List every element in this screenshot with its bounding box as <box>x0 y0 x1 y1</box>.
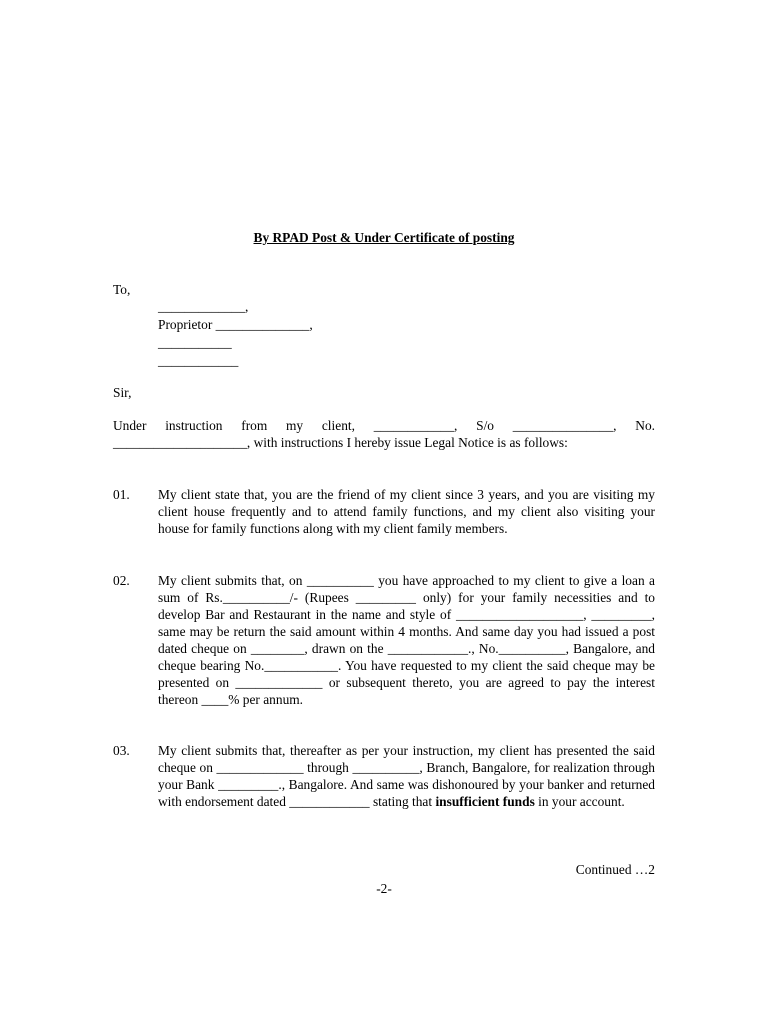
clause-number: 01. <box>113 487 130 502</box>
address-line-1: _____________, <box>158 299 249 314</box>
clause-text <box>158 742 655 810</box>
page-number: -2- <box>376 881 392 896</box>
clause-text: My client submits that, on __________ you have approached to my client to give a loan a sum of Rs.__________/- (Rupees _________ only) for your family necessities and to develop Bar and Restaurant in the name and style of ___________________, _________, same may be return the said amount within 4 months. And same day you had issued a post dated cheque on ________, drawn on the ____________., No.__________, Bangalore, and cheque bearing No.___________. You have requested to my client the said cheque may be presented on _____________ or subsequent thereto, you are agreed to pay the interest thereon ____% per annum. <box>158 573 655 707</box>
continued-note: Continued …2 <box>575 862 655 877</box>
clause-text-part: My client submits that, thereafter as per your instruction, my client has presented the said cheque on _____________ through __________, Branch, Bangalore, for realization through your Bank _________., Bangalore. And same was dishonoured by your banker and returned with endorsement dated ____________ stating that <box>158 743 655 809</box>
clause-number: 03. <box>113 743 130 758</box>
clause-number: 02. <box>113 573 130 588</box>
address-line-4: ____________ <box>158 353 239 368</box>
address-to: To, <box>113 282 131 297</box>
address-line-3: ___________ <box>158 335 232 350</box>
insufficient-funds-emphasis: insufficient funds <box>435 794 535 809</box>
salutation: Sir, <box>113 385 132 400</box>
clause-text-part: in your account. <box>534 794 625 809</box>
clause-text: My client state that, you are the friend of my client since 3 years, and you are visiting my client house frequently and to attend family functions, and my client also visiting your house for family functions along with my client family members. <box>158 487 655 536</box>
notice-title: By RPAD Post & Under Certificate of posting <box>253 230 515 245</box>
intro-paragraph: Under instruction from my client, ____________, S/o _______________, No. ____________________, with instructions I hereby issue Legal Notice is as follows: <box>113 418 655 450</box>
address-proprietor: Proprietor ______________, <box>158 317 313 332</box>
